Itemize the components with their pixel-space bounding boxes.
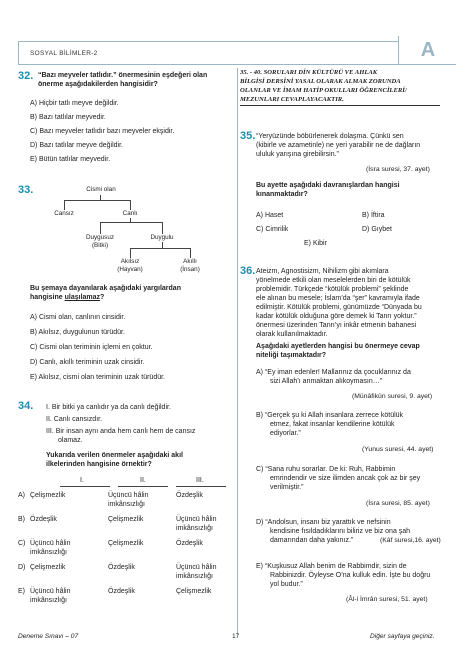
q36-para-7: önermesi üzerinden Tanrı’yı inkâr etmenin bahanesi [256, 322, 417, 329]
q35-option-e[interactable]: E) Kibir [304, 240, 327, 247]
q35-option-c[interactable]: C) Cimrilik [256, 226, 289, 233]
tree-hayvan: (Hayvan) [117, 266, 143, 273]
premise-3: III. Bir insan aynı anda hem canlı hem de cansız [46, 428, 196, 435]
question-35-stem-1: Bu ayette aşağıdaki davranışlardan hangisi [256, 182, 400, 189]
premise-1: I. Bir bitki ya canlıdır ya da canlı değildir. [46, 404, 171, 411]
q33-option-c[interactable]: C) Cismi olan teriminin içlemi en çoktur. [30, 344, 153, 351]
question-33-stem-1: Bu şemaya dayanılarak aşağıdaki yargılardan [30, 285, 181, 292]
q35-source: (İsra suresi, 37. ayet) [366, 166, 430, 173]
q36-para-1: Ateizm, Agnostisizm, Nihilizm gibi akımlara [256, 268, 389, 275]
header-rule [18, 64, 456, 65]
q32-option-a[interactable]: A) Hiçbir tatlı meyve değildir. [30, 100, 119, 107]
question-36-number: 36. [240, 265, 256, 277]
tree-root: Cismi olan [86, 186, 116, 193]
q35-quote-1: “Yeryüzünde böbürlenerek dolaşma. Çünkü sen [256, 133, 404, 140]
booklet-letter: A [398, 36, 457, 65]
column-divider [237, 68, 238, 635]
footer-page-number: 17 [232, 633, 240, 640]
question-34-number: 34. [18, 400, 34, 412]
question-32-stem-1: “Bazı meyveler tatlıdır.” önermesinin eşdeğeri olan [38, 72, 208, 79]
tree-akilsiz: Akılsız [120, 258, 140, 265]
question-34-stem-1: Yukarıda verilen önermeler aşağıdaki akıl [46, 452, 183, 459]
q32-option-b[interactable]: B) Bazı tatlılar meyvedir. [30, 114, 106, 121]
question-33-number: 33. [18, 184, 34, 196]
q36-para-8: olarak kullanılmaktadır. [256, 331, 328, 338]
q35-option-a[interactable]: A) Haset [256, 212, 284, 219]
tree-insan: (İnsan) [180, 266, 200, 273]
tree-akilli: Akıllı [183, 258, 197, 265]
question-34-stem-2: ilkelerinden hangisine örnektir? [46, 461, 152, 468]
q35-option-b[interactable]: B) İftira [362, 212, 385, 219]
q36-para-2: yönelmede etkili olan meselelerden biri de kötülük [256, 277, 411, 284]
q35-quote-2: (kibirle ve azametinle) ne yeri yarabilir ne de dağların [256, 142, 421, 149]
subject-title: SOSYAL BİLİMLER-2 [30, 50, 98, 57]
col-header-3: III. [196, 477, 204, 484]
question-32-number: 32. [18, 70, 34, 82]
question-36-stem-1: Aşağıdaki ayetlerden hangisi bu önermeye cevap [256, 343, 420, 350]
q33-option-b[interactable]: B) Akılsız, duygulunun türüdür. [30, 329, 125, 336]
q33-option-a[interactable]: A) Cismi olan, canlının cinsidir. [30, 314, 126, 321]
col-header-1: I. [80, 477, 84, 484]
q35-quote-3: ululuk yarışına girebilirsin.” [256, 151, 339, 158]
tree-bitki: (Bitki) [91, 242, 109, 249]
q33-option-d[interactable]: D) Canlı, akıllı teriminin uzak cinsidir. [30, 359, 145, 366]
question-35-stem-2: kınanmaktadır? [256, 191, 308, 198]
q35-option-d[interactable]: D) Gıybet [362, 226, 392, 233]
col-header-2: II. [140, 477, 146, 484]
tree-duygulu: Duygulu [150, 234, 174, 241]
q32-option-c[interactable]: C) Bazı meyveler tatlıdır bazı meyveler ekşidir. [30, 128, 175, 135]
tree-canli: Canlı [122, 210, 138, 217]
footer-exam-name: Deneme Sınavı – 07 [18, 633, 79, 640]
footer-next-page: Diğer sayfaya geçiniz. [370, 633, 435, 640]
q36-para-6: kadar kötülük olduğuna göre demek ki Tanrı yoktur.” [256, 313, 417, 320]
q36-para-4: ele alınan bu mesele; İslam’da “şer” kavramıyla ifade [256, 295, 420, 302]
q36-para-5: edilmiştir. Kötülük problemi, günümüzde “Dünyada bu [256, 304, 422, 311]
q36-para-3: problemidir. Türkçede “kötülük problemi” şeklinde [256, 286, 409, 293]
premise-3-cont: olamaz. [58, 437, 83, 444]
question-36-stem-2: niteliği taşımaktadır? [256, 352, 327, 359]
question-35-number: 35. [240, 130, 256, 142]
question-32-stem-2: önerme aşağıdakilerden hangisidir? [38, 81, 158, 88]
q32-option-e[interactable]: E) Bütün tatlılar meyvedir. [30, 156, 111, 163]
question-33-stem-2: hangisine ulaşılamaz? [30, 294, 105, 301]
premise-2: II. Canlı cansızdır. [46, 416, 103, 423]
tree-duygusuz: Duygusuz [85, 234, 114, 241]
q33-option-e[interactable]: E) Akılsız, cismi olan teriminin uzak türüdür. [30, 374, 165, 381]
q32-option-d[interactable]: D) Bazı tatlılar meyve değildir. [30, 142, 123, 149]
exam-note: 35. - 40. SORULARI DİN KÜLTÜRÜ VE AHLAK BİLGİSİ DERSİNİ YASAL OLARAK ALMAK ZORUNDA OLANLAR VE İMAM HATİP OKULLARI ÖĞRENCİLERİ/ MEZUNLARI CEVAPLAYACAKTIR. [240, 69, 440, 106]
tree-cansiz: Cansız [54, 210, 74, 217]
